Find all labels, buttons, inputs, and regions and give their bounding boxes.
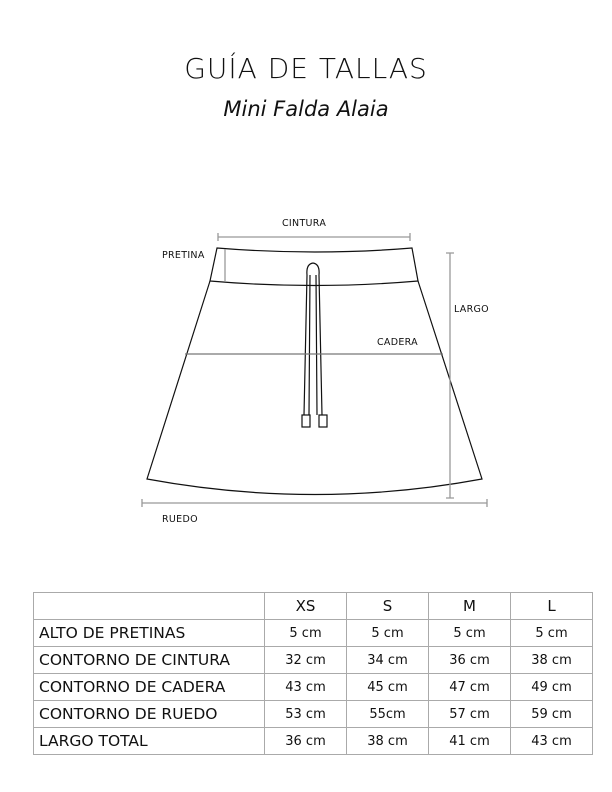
cell: 5 cm: [511, 620, 593, 647]
cell: 36 cm: [265, 728, 347, 755]
size-table: [33, 592, 593, 755]
cell: 43 cm: [265, 674, 347, 701]
cell: 5 cm: [429, 620, 511, 647]
cell: 32 cm: [265, 647, 347, 674]
table-header-row: [34, 593, 593, 620]
cell: 55cm: [347, 701, 429, 728]
label-pretina: PRETINA: [162, 250, 205, 261]
cell: 38 cm: [511, 647, 593, 674]
row-label: ALTO DE PRETINAS: [34, 620, 265, 647]
cell: 53 cm: [265, 701, 347, 728]
cell: 36 cm: [429, 647, 511, 674]
label-cadera: CADERA: [377, 337, 418, 348]
cell: 5 cm: [347, 620, 429, 647]
skirt-outline: [147, 248, 482, 495]
cell: 57 cm: [429, 701, 511, 728]
label-largo: LARGO: [454, 304, 489, 315]
table-row: [34, 701, 593, 728]
row-label: CONTORNO DE RUEDO: [34, 701, 265, 728]
cell: 43 cm: [511, 728, 593, 755]
cell: 45 cm: [347, 674, 429, 701]
table-row: [34, 674, 593, 701]
row-label: LARGO TOTAL: [34, 728, 265, 755]
label-cintura: CINTURA: [282, 218, 327, 229]
header-cell: M: [429, 593, 511, 620]
table-row: [34, 728, 593, 755]
cell: 49 cm: [511, 674, 593, 701]
cell: 38 cm: [347, 728, 429, 755]
header-cell: S: [347, 593, 429, 620]
header-cell: XS: [265, 593, 347, 620]
cell: 34 cm: [347, 647, 429, 674]
table-row: [34, 620, 593, 647]
measure-lines: [142, 233, 487, 507]
row-label: CONTORNO DE CINTURA: [34, 647, 265, 674]
cell: 41 cm: [429, 728, 511, 755]
table-row: [34, 647, 593, 674]
page-title: GUÍA DE TALLAS: [184, 52, 428, 85]
label-ruedo: RUEDO: [162, 514, 198, 525]
header-cell: [34, 593, 265, 620]
cell: 5 cm: [265, 620, 347, 647]
cell: 47 cm: [429, 674, 511, 701]
row-label: CONTORNO DE CADERA: [34, 674, 265, 701]
product-name: Mini Falda Alaia: [223, 97, 389, 121]
cell: 59 cm: [511, 701, 593, 728]
header-cell: L: [511, 593, 593, 620]
